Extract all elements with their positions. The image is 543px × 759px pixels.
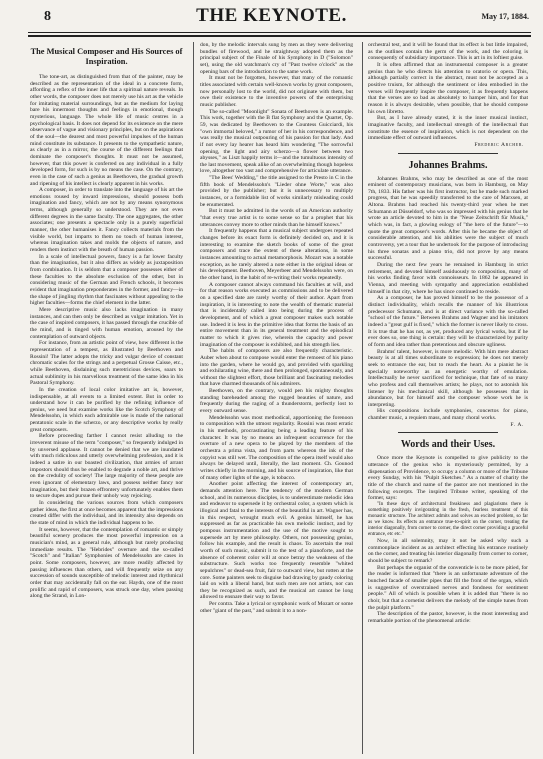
paragraph: It frequently happens that a musical subject undergoes repeated changes before its exact form is definitely decided on, and it is interesting to examine the sketch books of some of the great composers and trace the extent of these alterations, in some instances amounting to actual metamorphosis. Mozart was a notable exception, as he rarely altered a note either in the original ideas or his development. Beethoven, Meyerbeer and Mendelssohn were, on the other hand, in the habit of re-writing their works repeatedly. [200, 228, 353, 281]
paragraph: For instance, from an artistic point of view, how different is the representation of a tempest, as illustrated by Beethoven and Rossini! The latter adopts the tricky and vulgar device of constant chromatic scales for the strings and a perpetual Grosse Caisse, etc., while Beethoven, disdaining such meretricious devices, soars to actual sublimity in his marvellous treatment of the same idea in his Pastoral Symphony. [30, 340, 183, 387]
paragraph: In a scale of intellectual powers, fancy is a far lower faculty than the imagination, but it also differs as widely as juxtaposition from combination. It is seldom that a composer possesses either of these faculties to the absolute exclusion of the other, but in considering music of the German and French schools, it becomes evident that imagination preponderates in the former, and fancy—in the shape of jingling rhythm that fascinates without appealing to the higher faculties—forms the chief element in the latter. [30, 253, 183, 307]
paragraph: A composer cannot always command his faculties at will, and for that reason works executed as commissions and to be delivered on a specified date are rarely worthy of their author. Apart from inspiration, it is interesting to note the wealth of thematic material that is incidentally called into being during the process of development, and of which a great composer makes such notable use. Indeed it is less in the primitive idea that forms the basis of an entire movement than in its general treatment and the episodical matter to which it gives rise, wherein the capacity and power imagination of the composer is exhibited, and his strength lies. [200, 281, 353, 348]
paragraph: Brahms' talent, however, is more melodic. With him mere abstract beauty is at all times subordinate to expression; he does not merely seek to entrance the ear, but to reach the heart. As a pianist he is specially noteworthy as an energetic worthy of emulation. Intellectually he never sacrificed for technique, that fate of so many who profess and call themselves artists; he plays, not to astonish his listener by his mechanical skill, although he possesses that in abundance, but for himself and the composer whose work he is interpreting. [368, 348, 528, 408]
paragraph: The habits of composers are also frequently characteristic. Auber when about to compose would enter the remoest of his piano into the garden, where he would go, and provided with sparkling and exhilarating wine, there and then prolonged, spontaneously, and without the slightest effort, those brilliant and fascinating melodies that have charmed thousands of his admirers. [200, 348, 353, 388]
paragraph: Now, in all solemnity, may it not be asked why such a commonplace incident as an architect effecting his entrance routinely on the corner, and treating his interior diagonally from corner to corner, should be subject to remark? [368, 538, 528, 564]
paragraph: Johannes Brahms, who may be described as one of the most eminent of contemporary musicians, was born in Hamburg, on May 7th, 1833. His father was his first instructor, but he made such marked progress, that he was speedily transferred to the care of Marxsen, at Altona. Brahms had reached his twenty-third year when he met Schumann at Düsseldorf, who was so impressed with his genius that he wrote an article devoted to him in the "Neue Zeitschrift für Musik," which was, in fact, a glowing eulogy of "the hero of the future"—to quote the great composer's words. After this he became the object of considerable attention, and his abilities were the subject of much controversy, yet a tour that he undertook for the purpose of introducing his three sonatas and a piano trio, did not prove by any means successful. [368, 175, 528, 262]
paragraph: "The Bees' Wedding," the title assigned to the Presto in C in the fifth book of Mendelssohn's "Lieder ohne Worte," was also provided by the publisher; but it is unnecessary to multiply instances, or a formidable list of works similarly misleading could be enumerated. [200, 175, 353, 208]
paragraph: Per contra. Take a lyrical or symphonic work of Mozart or some other "giant of the past," and submit it to a non- [200, 601, 353, 614]
section-divider [398, 153, 498, 154]
paragraph: During the next few years he remained in Hamburg in strict retirement, and devoted himself assiduously to composition, many of his works finding favor with connoisseurs. In 1862 he appeared in Vienna, and meeting with sympathy and appreciation established himself in that city, where he has since continued to reside. [368, 262, 528, 295]
paragraph: It is often affirmed that an instrumental composer is a greater genius than he who directs his attention to oratorio or opera. This, although partially correct in the abstract, must not be accepted as a positive truism, for although the sentiment or idea embodied in the verses will frequently inspire the composer, it as frequently happens that the verses are so bad as absolutely to hamper him, and for that reason it is always desirable, when possible, that he should compose his own libretto. [368, 61, 528, 115]
paragraph: don, by the melodic intervals sung by men as they were delivering bundles of firewood, and he straightway adopted them as the principal subject of the Finale of his Symphony in D ("Solomon" set), using the old watchman's cry of "Past twelve o'clock" as the opening bars of the introduction to the same work. [200, 42, 353, 75]
article-title: The Musical Composer and His Sources of Inspiration. [30, 47, 183, 66]
masthead [0, 0, 543, 34]
header-rule-thin [28, 32, 531, 33]
paragraph: But it must be admitted in the words of an American authority "that every true artist is to some sense so far a prophet that his utterances convey more to other minds than he himself knows." [200, 208, 353, 228]
paragraph: The so-called "Moonlight" Sonata of Beethoven is an example. This work, together with the B flat Symphony and the Quartet, Op. 59, was dedicated by Beethoven to the Countess Guicciardi, his "own immortal beloved," a rumor of her in his correspondence, and was really the musical outpouring of his passion for that lady. And if not every lay hearer has heard him wondering "The sorrowful opening, the light and airy scherzo—a flower between two abysses," as Liszt happily terms it—and the tumultuous intensity of the last movement, speak alike of an overwhelming though hopeless love, altogether too vast and comprehensive for articulate utterance. [200, 108, 353, 175]
section-divider [398, 432, 498, 433]
paragraph: Mere descriptive music also lacks imagination in many instances, and can then only be described as vulgar imitation. Yet in the case of inspired composers, it has passed through the crucible of the mind, and is tinged with human emotion, aroused by the contemplation of outward objects. [30, 306, 183, 340]
column-divider [362, 42, 363, 754]
column-1 [30, 42, 183, 754]
column-2 [200, 42, 353, 754]
paragraph: In the creation of local color imitative art is, however, indispensable, at all events to a limited extent. But in order to understand how it can be purified by the refining influence of genius, we need but examine works like the Scotch Symphony of Mendelssohn, in which each admirable use is made of the national pentatonic scale in the scherzo, or any descriptive works by really great composers. [30, 386, 183, 433]
page-number: 8 [44, 9, 51, 24]
article-signature: F. A. [510, 421, 524, 428]
paragraph: Before proceeding farther I cannot resist alluding to the irreverent misuse of the term "composer," so frequently indulged in by unversed applause. It cannot be denied that we are inundated with much ridiculous and utterly overwhelming profession, and it is indeed a satire in our boasted civilization, that armies of arrant impostors should thus be enabled to degrade a noble art, and thrive on the credulity of society! The large majority of these people are even ignorant of elementary laws, and possess neither fancy nor imagination, but their brazen effrontery unfortunately enables them to secure dupes and pursue their unholy way rejoicing. [30, 433, 183, 500]
column-3 [368, 42, 528, 754]
paragraph: Once more the Keynote is compelled to give publicity to the utterance of the genius who is mysteriously permitted, by a dispensation of Providence, to occupy a column or more of the Tribune every Sunday, with his "Pulpit Sketches." As a matter of charity the title of the church and name of the pastor are not mentioned in the following excerpts. The inspired Tribune writer, speaking of the former, says: [368, 455, 528, 502]
paragraph: But, as I have already stated, it is the inner musical instinct, imaginative faculty, and intellectual strength of the intellectual that constitute the essence of inspiration, which is not dependent on the immediate effect of outward influences. [368, 115, 528, 142]
paragraph: The tone-art, as distinguished from that of the painter, may be described as the representation of the ideal in a concrete form, affording a reflex of the inner life that a spiritual nature reveals. In other words, the composer does not merely use his art as the vehicle for imitating material surroundings, but as the medium for laying bare his innermost thoughts and feelings in emotional, though mysterious, language. The whole life of music centres in a psychological basis. It does not depend for its existence on the mere observance of vague and visionary principles, but on the aspirations of the soul—the dearest and most powerful impulses of the human mind constitute its substance. It presents to the sympathetic nature, as clearly as in a mirror, the course of the different feelings that dominate the composer's thoughts. It must not be assumed, however, that this power is conferred on any individual in a fully developed form, for such is by no means the case. On the contrary, even in the case of such a genius as Beethoven, the gradual growth and ripening of his intellect is clearly apparent in his works. [30, 74, 183, 187]
paragraph: Another point affecting the interest of contemporary art, demands attention here. The tendency of the modern German school, and its numerous disciples, is to underestimate melodic idea and endeavor to supersede it by orchestral color, a system which is illogical and fatal to the interests of the beautiful in art. Wagner has, in this respect, wrought much evil. A genius himself, he has suppressed as far as practicable his own melodic instinct, and by pompous instrumentation and the use of the motive sought to supersede art by mere philosophy. Others, not possessing genius, follow his example, and the result is chaos. To ascertain the real worth of such music, submit it to the test of a pianoforte, and the absence of coherent color will at once betray the weakness of the substructure. Such works too frequently resemble "whited sepulchres" or dead-sea fruit, fair to outward view, but rotten at the core. Some painters seek to disguise bad drawing by gaudy coloring laid on with a liberal hand, but such men are not artists, nor can they be recognized as such, and the musical art cannot be long allowed to ensnare their way to favor. [200, 481, 353, 601]
paragraph: His compositions include symphonies, concertos for piano, chamber music, a requiem mass, and many choral works. [368, 408, 528, 422]
article-signature: Frederic Archer. [474, 141, 524, 148]
paragraph: A composer, in order to translate into the language of his art the emotions roused by inward impressions, should possess both imagination and fancy, which are not by any means synonymous terms, although generally so understood. They are not even different degrees in the same faculty. The one aggregates, the other associates; one presents a spectacle only in a purely superficial manner, the other humanises it. Fancy collects materials from the visible world, but imparts to them no touch of human interest, whereas imagination takes and molds the objects of nature, and renders them instinct with the breath of human passion. [30, 187, 183, 254]
article-title: Words and their Uses. [400, 439, 496, 451]
column-divider [193, 42, 194, 754]
paragraph: Beethoven, on the contrary, would pen his mighty thoughts standing bareheaded among the rugged beauties of nature, and frequently during the raging of a thunderstorm, perfectly lost to every outward sense. [200, 388, 353, 415]
paragraph: Mendelssohn was most methodical, apportioning the forenoon to composition with the utmost regularity. Rossini was most erratic in his methods, procrastinating being a leading feature of his character. It was by no means an infrequent occurrence for the overture of a new opera to be played by the members of the orchestra a prima vista, and from parts whereon the ink of the copyist was still wet. The composition of the opera itself would also always be delayed until, literally, the last moment. Ch. Gounod writes chiefly in the morning, and his source of inspiration, like that of many other lights of the age, is tobacco. [200, 414, 353, 481]
quoted-excerpt: "In these days of architectural freakiness and plagiarisms there is something positively invigorating in the fresh, fearless treatment of this monastic structure. The architect admits and solves an excited problem, so far as we know. Its effects an entrance true-to-spirit on the corner, treating the interior diagonally, from corner to corner, the direct corner providing a graceful entrance, etc etc." [368, 502, 528, 538]
paragraph: The description of the pastor, however, is the most interesting and remarkable portion of the phenomenal article: [368, 611, 528, 624]
header-rule-thick [28, 35, 531, 37]
issue-date: May 17, 1884. [481, 12, 529, 21]
paragraph: But perhaps the organist of the conventicle is to be more pitied, for the reader is informed that "there is an unfortunate adventure of the bunched facade of smaller pipes that fill the front of the organ, which is suggestive of overstrained nerves and fondness for sentiment people." All of which is possible when it is added that "there is no choir, but that a cornetist delivers the melody of the simple tunes from the pulpit platform." [368, 564, 528, 611]
paragraph: In considering the various sources from which composers gather ideas, the first at once becomes apparent that the impressions created differ with the individual, and its intensity also depends on the state of mind in which the individual happens to be. [30, 500, 183, 526]
paragraph: As a composer, he has proved himself to be the possessor of a distinct individuality, which recalls the manner of his illustrious predecessor Schumann, and is at direct variance with the so-called "school of the future." Between Brahms and Wagner and his imitators indeed a "great gulf is fixed," which the former is never likely to cross. It is true that he has not, as yet, produced any lyrical works, but if he ever does so, one thing is certain: they will be characterized by purity of form and idea rather than pretentious and obscure ugliness. [368, 295, 528, 348]
publication-title: THE KEYNOTE. [196, 5, 347, 26]
paragraph: It seems, however, that the contemplation of romantic or simply beautiful scenery produces the most powerful impression on a musician's mind, as a general rule, although but rarely producing immediate results. The "Hebrides" overture and the so-called "Scotch" and "Italian" Symphonies of Mendelssohn are cases in point. Some composers, however, are more readily affected by passing influences than others, and will frequently seize on any succession of sounds susceptible of melodic interest and rhythmical order that may accidentally fall on the ear. Haydn, one of the most prolific and rapid of composers, was struck one day, when passing along the Strand, in Lon- [30, 526, 183, 600]
article-title: Johannes Brahms. [408, 159, 488, 171]
paragraph: It must not be forgotten, however, that many of the romantic titles associated with certain well-known works by great composers, now personally lost to the world, did not originate with them, but owe their existence to the inventive powers of the enterprising music publisher. [200, 75, 353, 108]
paragraph: orchestral test, and it will be found that its effect is but little impaired, as the outlines contain the germ of the work, and the coloring is consequently of subsidiary importance. This is art in its loftiest guise. [368, 42, 528, 62]
